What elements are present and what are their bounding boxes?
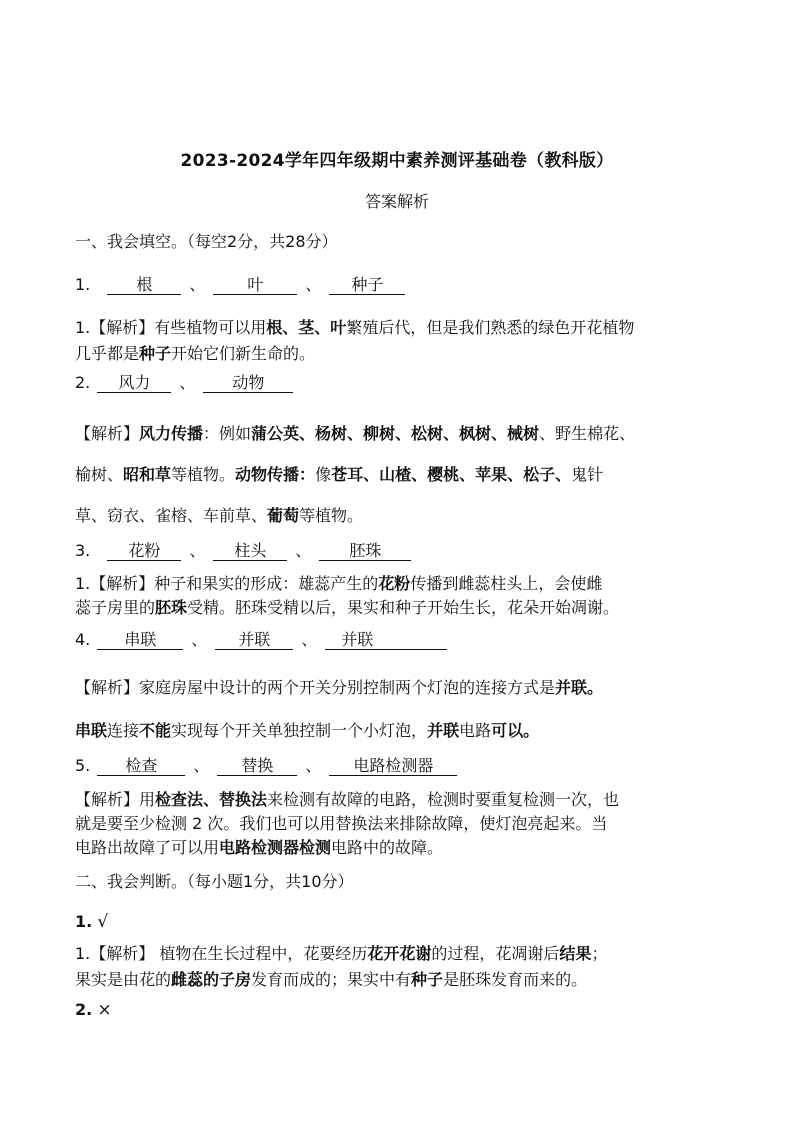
explanation-bold: 花开花谢: [367, 944, 432, 963]
explanation-text: 蕊子房里的: [75, 598, 156, 617]
explanation-bold: 苍耳、山楂、樱桃、苹果、松子、: [331, 465, 572, 484]
explanation-text: 电路出故障了可以用: [75, 838, 220, 857]
separator: 、: [189, 541, 206, 560]
q1-blank-3: 种子: [329, 276, 405, 295]
explanation-bold: 蒲公英、杨树、柳树、松树、枫树、械树: [251, 424, 540, 443]
q4-explanation: [75, 666, 725, 752]
judge-q2-number: 2.: [75, 1000, 93, 1019]
q1-answer-line: [75, 275, 725, 295]
explanation-bold: 花粉: [378, 574, 411, 593]
explanation-text: 草、窃衣、雀榕、车前草、: [75, 506, 268, 525]
explanation-text: 电路: [459, 721, 492, 740]
separator: 、: [193, 756, 210, 775]
q2-number: 2.: [75, 373, 91, 392]
explanation-text: 电路中的故障。: [331, 838, 444, 857]
explanation-bold: 串联: [75, 721, 108, 740]
separator: 、: [301, 630, 318, 649]
q3-blank-2: 柱头: [213, 542, 287, 561]
judge-q2-line: [75, 1000, 725, 1020]
q4-blank-3: 并联: [325, 631, 447, 650]
q3-blank-1: 花粉: [107, 542, 181, 561]
q4-answer-line: [75, 630, 725, 650]
separator: 、: [191, 630, 208, 649]
q2-blank-2: 动物: [203, 374, 293, 393]
explanation-bold: 根、茎、叶: [266, 318, 347, 337]
explanation-bold: 并联: [427, 721, 460, 740]
q4-blank-2: 并联: [215, 631, 293, 650]
explanation-text: 受精。胚珠受精以后，果实和种子开始生长，花朵开始凋谢。: [187, 598, 620, 617]
explanation-text: 实现每个开关单独控制一个小灯泡，: [171, 721, 428, 740]
explanation-text: 果实是由花的: [75, 970, 172, 989]
explanation-text: ；: [591, 944, 608, 963]
q1-blank-1: 根: [107, 276, 181, 295]
q3-explanation: [75, 572, 725, 620]
explanation-bold: 电路检测器检测: [219, 838, 332, 857]
explanation-bold: 检查法、替换法: [155, 790, 268, 809]
explanation-bold: 可以。: [491, 721, 540, 740]
explanation-label: 【解析】: [75, 678, 140, 697]
explanation-label: 1.【解析】: [75, 944, 155, 963]
explanation-bold: 种子: [139, 344, 172, 363]
explanation-text: 鬼针: [571, 465, 604, 484]
explanation-bold: 结果: [559, 944, 592, 963]
explanation-bold: 昭和草: [123, 465, 172, 484]
q5-blank-1: 检查: [97, 757, 185, 776]
q5-answer-line: [75, 756, 725, 776]
explanation-text: 的过程，花凋谢后: [431, 944, 560, 963]
q5-number: 5.: [75, 756, 91, 775]
q4-number: 4.: [75, 630, 91, 649]
judge-q1-line: [75, 912, 725, 932]
q3-blank-3: 胚珠: [319, 542, 411, 561]
explanation-text: 就是要至少检测 2 次。我们也可以用替换法来排除故障，使灯泡亮起来。当: [75, 814, 608, 833]
explanation-text: 连接: [107, 721, 140, 740]
explanation-bold: 雌蕊的子房: [171, 970, 252, 989]
explanation-text: 传播到雌蕊柱头上，会使雌: [410, 574, 603, 593]
page-subtitle: 答案解析: [364, 192, 429, 211]
q5-blank-3: 电路检测器: [329, 757, 457, 776]
explanation-text: 有些植物可以用: [154, 318, 267, 337]
explanation-text: 几乎都是: [75, 344, 140, 363]
explanation-text: 像: [315, 465, 332, 484]
q2-answer-line: [75, 373, 725, 393]
explanation-label: 1.【解析】: [75, 574, 155, 593]
q1-explanation: [75, 315, 725, 367]
q2-explanation: [75, 413, 725, 536]
explanation-label: 【解析】: [75, 424, 140, 443]
separator: 、: [189, 275, 206, 294]
q5-blank-2: 替换: [217, 757, 297, 776]
explanation-text: 种子和果实的形成：雄蕊产生的: [154, 574, 379, 593]
page-title: 2023-2024学年四年级期中素养测评基础卷（教科版）: [180, 151, 614, 171]
judge-q1-explanation: [75, 941, 725, 993]
explanation-text: 来检测有故障的电路，检测时要重复检测一次，也: [267, 790, 620, 809]
q2-blank-1: 风力: [97, 374, 171, 393]
section-2-heading: 二、我会判断。（每小题1分，共10分）: [75, 872, 354, 891]
explanation-text: 繁殖后代，但是我们熟悉的绿色开花植物: [346, 318, 635, 337]
explanation-bold: 风力传播: [139, 424, 204, 443]
explanation-text: 家庭房屋中设计的两个开关分别控制两个灯泡的连接方式是: [139, 678, 556, 697]
separator: 、: [295, 541, 312, 560]
separator: 、: [179, 373, 196, 392]
explanation-bold: 种子: [411, 970, 444, 989]
explanation-bold: 葡萄: [267, 506, 300, 525]
judge-q1-number: 1.: [75, 912, 93, 931]
q5-explanation: [75, 788, 725, 860]
separator: 、: [305, 756, 322, 775]
explanation-text: 发育而成的；果实中有: [251, 970, 412, 989]
check-mark-icon: √: [97, 912, 109, 932]
explanation-label: 【解析】: [75, 790, 140, 809]
cross-mark-icon: ×: [97, 1000, 112, 1020]
q1-blank-2: 叶: [213, 276, 297, 295]
explanation-label: 1.【解析】: [75, 318, 155, 337]
explanation-text: 是胚珠发育而来的。: [443, 970, 588, 989]
section-1-heading: 一、我会填空。（每空2分，共28分）: [75, 232, 338, 251]
q4-blank-1: 串联: [97, 631, 183, 650]
explanation-text: ：例如: [203, 424, 252, 443]
explanation-text: 开始它们新生命的。: [171, 344, 316, 363]
explanation-bold: 并联。: [555, 678, 604, 697]
q3-answer-line: [75, 541, 725, 561]
explanation-text: 等植物。: [171, 465, 236, 484]
explanation-text: 等植物。: [299, 506, 364, 525]
explanation-bold: 不能: [139, 721, 172, 740]
separator: 、: [305, 275, 322, 294]
q3-number: 3.: [75, 541, 91, 560]
explanation-bold: 动物传播：: [235, 465, 316, 484]
explanation-text: 、野生棉花、: [539, 424, 636, 443]
explanation-text: 植物在生长过程中，花要经历: [159, 944, 368, 963]
explanation-bold: 胚珠: [155, 598, 188, 617]
q1-number: 1.: [75, 275, 91, 294]
explanation-text: 榆树、: [75, 465, 124, 484]
explanation-text: 用: [139, 790, 156, 809]
